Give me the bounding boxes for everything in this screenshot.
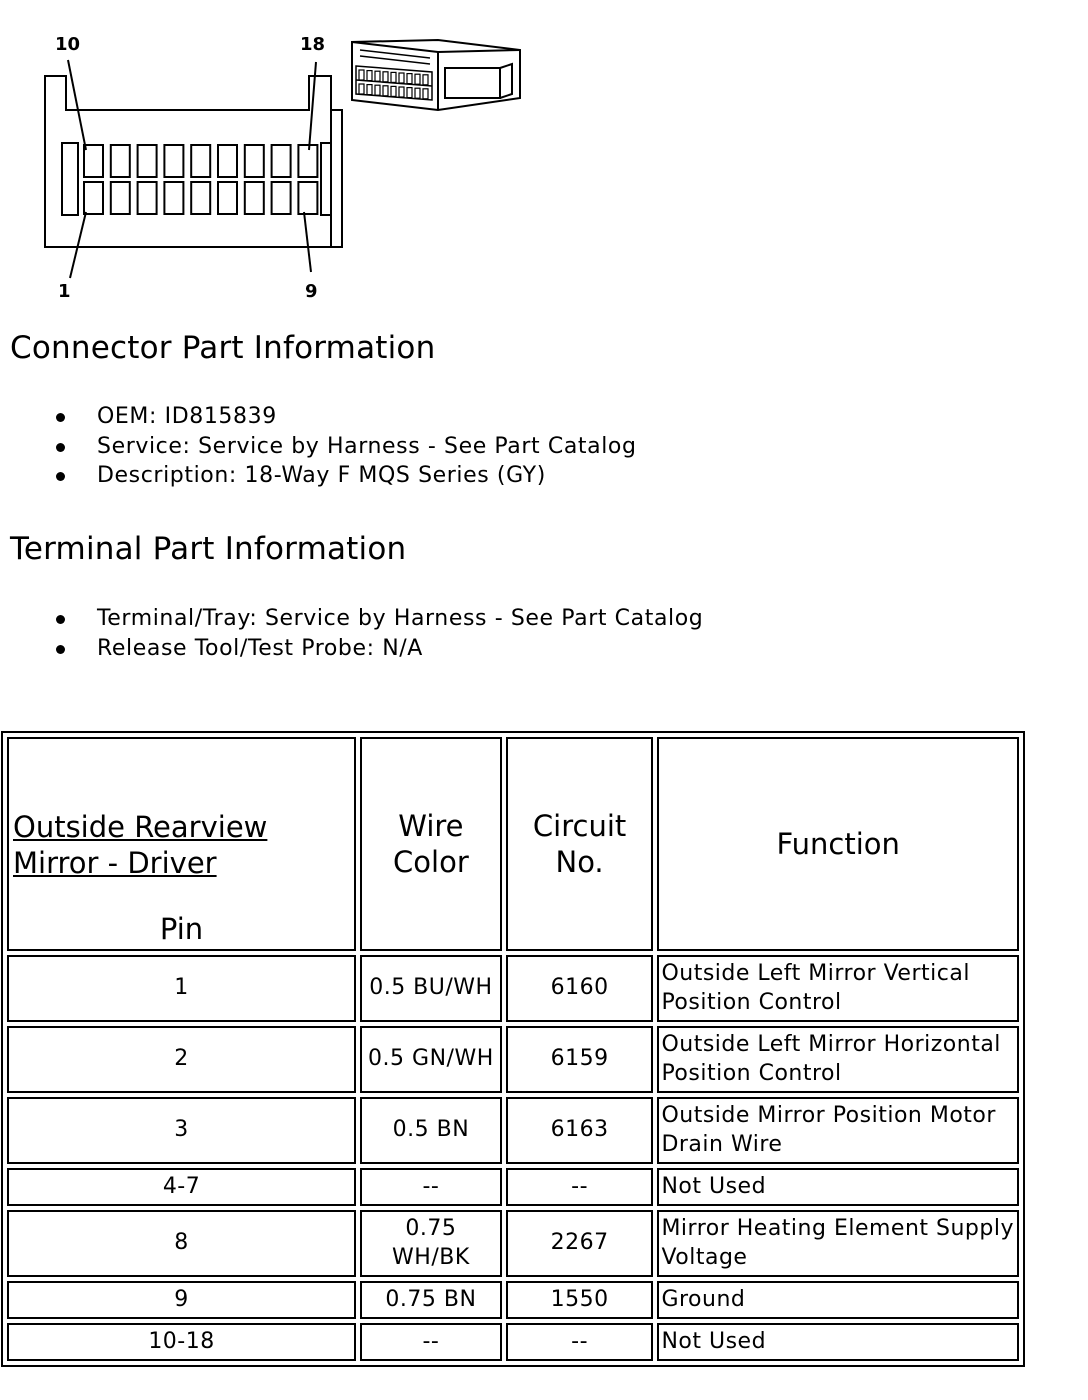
cell-circuit: 2267	[506, 1210, 654, 1277]
cavity	[138, 182, 157, 214]
cavity	[138, 145, 157, 177]
cell-pin: 8	[7, 1210, 356, 1277]
header-function: Function	[657, 737, 1019, 951]
cell-wire-color: 0.5 BU/WH	[360, 955, 502, 1022]
cavity	[298, 182, 317, 214]
cell-function: Not Used	[657, 1168, 1019, 1206]
table-header-row	[7, 737, 1019, 951]
terminal-info-release-tool: Release Tool/Test Probe: N/A	[52, 634, 703, 664]
cell-pin: 2	[7, 1026, 356, 1093]
table-row	[7, 1323, 1019, 1361]
cell-function: Outside Left Mirror Vertical Position Control	[657, 955, 1019, 1022]
cell-pin: 3	[7, 1097, 356, 1164]
cavity	[245, 145, 264, 177]
cell-wire-color: 0.75 BN	[360, 1281, 502, 1319]
mini-cavity	[375, 71, 380, 81]
connector-info-description: Description: 18-Way F MQS Series (GY)	[52, 461, 637, 491]
mini-cavity	[415, 88, 420, 98]
cell-function: Mirror Heating Element Supply Voltage	[657, 1210, 1019, 1277]
connector-diagram	[0, 0, 540, 310]
cavity	[191, 145, 210, 177]
pin-label-9: 9	[305, 281, 318, 302]
cell-wire-color: 0.5 GN/WH	[360, 1026, 502, 1093]
cell-wire-color: 0.5 BN	[360, 1097, 502, 1164]
header-pin	[7, 737, 356, 951]
connector-title-link[interactable]: Outside Rearview Mirror - Driver	[13, 810, 268, 881]
mini-cavity	[391, 72, 396, 82]
cavity	[164, 182, 183, 214]
cavity	[111, 182, 130, 214]
mini-cavity	[415, 74, 420, 84]
cavity	[298, 145, 317, 177]
mini-cavity	[423, 75, 428, 85]
mini-cavity	[407, 88, 412, 98]
connector-info-service: Service: Service by Harness - See Part Catalog	[52, 432, 637, 462]
mini-cavity	[359, 84, 364, 94]
mini-cavity	[367, 85, 372, 95]
header-circuit: Circuit No.	[506, 737, 654, 951]
cell-circuit: 6160	[506, 955, 654, 1022]
cell-function: Not Used	[657, 1323, 1019, 1361]
cavity	[272, 145, 291, 177]
mini-cavity	[399, 87, 404, 97]
table-row	[7, 1026, 1019, 1093]
cavity	[245, 182, 264, 214]
cell-pin: 1	[7, 955, 356, 1022]
table-row	[7, 1097, 1019, 1164]
cavity	[218, 145, 237, 177]
table-row	[7, 1168, 1019, 1206]
table-row	[7, 1281, 1019, 1319]
pin-out-table	[1, 731, 1025, 1367]
connector-info-list	[52, 402, 637, 491]
cavity	[218, 182, 237, 214]
mini-cavity	[391, 86, 396, 96]
table-row	[7, 955, 1019, 1022]
mini-cavity	[375, 85, 380, 95]
connector-info-heading: Connector Part Information	[10, 330, 436, 366]
mini-cavity	[423, 89, 428, 99]
cell-function: Outside Left Mirror Horizontal Position Control	[657, 1026, 1019, 1093]
cavity	[111, 145, 130, 177]
cell-circuit: 6159	[506, 1026, 654, 1093]
cell-circuit: 1550	[506, 1281, 654, 1319]
cavity	[84, 182, 103, 214]
mini-cavity	[383, 72, 388, 82]
pin-label-10: 10	[55, 34, 81, 55]
cell-pin: 4-7	[7, 1168, 356, 1206]
mini-cavity	[407, 74, 412, 84]
cell-pin: 9	[7, 1281, 356, 1319]
cell-wire-color: --	[360, 1323, 502, 1361]
table-row	[7, 1210, 1019, 1277]
mini-cavity	[399, 73, 404, 83]
cell-function: Outside Mirror Position Motor Drain Wire	[657, 1097, 1019, 1164]
pin-label-1: 1	[58, 281, 71, 302]
mini-cavity	[367, 71, 372, 81]
pin-label-18: 18	[300, 34, 326, 55]
mini-cavity	[359, 70, 364, 80]
pin-header-label: Pin	[159, 911, 204, 946]
connector-info-oem: OEM: ID815839	[52, 402, 637, 432]
terminal-info-heading: Terminal Part Information	[10, 531, 407, 567]
cell-function: Ground	[657, 1281, 1019, 1319]
cell-circuit: --	[506, 1323, 654, 1361]
cavity	[164, 145, 183, 177]
mini-cavity	[383, 86, 388, 96]
cell-wire-color: --	[360, 1168, 502, 1206]
cell-wire-color: 0.75 WH/BK	[360, 1210, 502, 1277]
cavity	[191, 182, 210, 214]
terminal-info-list	[52, 604, 703, 663]
cell-circuit: 6163	[506, 1097, 654, 1164]
cell-circuit: --	[506, 1168, 654, 1206]
terminal-info-tray: Terminal/Tray: Service by Harness - See Part Catalog	[52, 604, 703, 634]
header-wire-color: Wire Color	[360, 737, 502, 951]
cell-pin: 10-18	[7, 1323, 356, 1361]
connector-3d-view	[352, 40, 520, 110]
cavity	[272, 182, 291, 214]
